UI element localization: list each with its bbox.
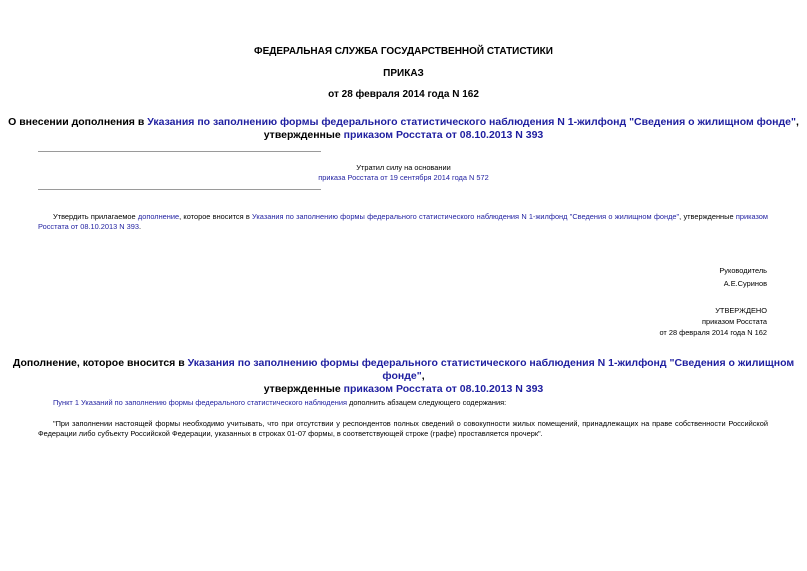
appendix-title: [0, 357, 807, 396]
signature-block: [719, 266, 767, 289]
approval-block: [659, 306, 767, 338]
appendix-paragraph-1: [38, 398, 768, 408]
divider-top: [38, 151, 321, 152]
order-paragraph-link-instructions[interactable]: Указания по заполнению формы федерального статистического наблюдения N 1-жилфонд "Сведения о жилищном фонде": [252, 212, 680, 221]
order-paragraph-text-3: , утвержденные: [679, 212, 736, 221]
document-type: ПРИКАЗ: [383, 68, 424, 79]
appendix-link-point-1[interactable]: Пункт 1 Указаний по заполнению формы федерального статистического наблюдения: [53, 398, 347, 407]
order-paragraph-text-4: .: [138, 222, 142, 231]
repeal-note: [0, 163, 807, 183]
order-title-link-order-393[interactable]: приказом Росстата от 08.10.2013 N 393: [343, 129, 544, 141]
order-title-prefix: О внесении дополнения в: [8, 116, 148, 128]
appendix-title-link-order-393[interactable]: приказом Росстата от 08.10.2013 N 393: [343, 383, 544, 395]
appendix-title-prefix: Дополнение, которое вносится в: [12, 357, 188, 369]
approval-line-3: от 28 февраля 2014 года N 162: [659, 328, 767, 337]
order-paragraph-text-1: Утвердить прилагаемое: [53, 212, 138, 221]
order-paragraph: [38, 212, 768, 232]
signature-name: А.Е.Суринов: [723, 279, 767, 288]
appendix-paragraph-1-text: дополнить абзацем следующего содержания:: [346, 398, 507, 407]
repeal-note-link[interactable]: приказа Росстата от 19 сентября 2014 года N 572: [318, 173, 489, 182]
document-date-number: от 28 февраля 2014 года N 162: [328, 89, 479, 100]
repeal-note-text: Утратил силу на основании: [356, 163, 451, 172]
appendix-title-comma: ,: [421, 370, 425, 382]
appendix-paragraph-2: "При заполнении настоящей формы необходимо учитывать, что при отсутствии у респондентов полных сведений о совокупности жилых помещений, принадлежащих на праве собственности Российской Федерации либо субъекту Российской Федерации, указанных в строках 01-07 формы, в соответствующей строке (графе) проставляется прочерк".: [38, 419, 768, 438]
order-title-comma: ,: [795, 116, 799, 128]
approval-line-1: УТВЕРЖДЕНО: [715, 306, 767, 315]
agency-name: ФЕДЕРАЛЬНАЯ СЛУЖБА ГОСУДАРСТВЕННОЙ СТАТИСТИКИ: [254, 46, 553, 57]
order-title-link-instructions[interactable]: Указания по заполнению формы федерального статистического наблюдения N 1-жилфонд "Сведения о жилищном фонде": [147, 116, 796, 128]
order-paragraph-link-addition[interactable]: дополнение: [137, 212, 180, 221]
approval-line-2: приказом Росстата: [702, 317, 767, 326]
signature-role: Руководитель: [719, 266, 767, 275]
order-title: [0, 116, 807, 142]
order-title-mid: утвержденные: [263, 129, 344, 141]
appendix-title-link-instructions[interactable]: Указания по заполнению формы федерального статистического наблюдения N 1-жилфонд "Сведения о жилищном фонде": [187, 357, 795, 382]
appendix-title-mid: утвержденные: [263, 383, 344, 395]
divider-bottom: [38, 189, 321, 190]
order-paragraph-link-order-393[interactable]: приказом Росстата от 08.10.2013 N 393: [38, 212, 768, 231]
order-paragraph-text-2: , которое вносится в: [179, 212, 253, 221]
